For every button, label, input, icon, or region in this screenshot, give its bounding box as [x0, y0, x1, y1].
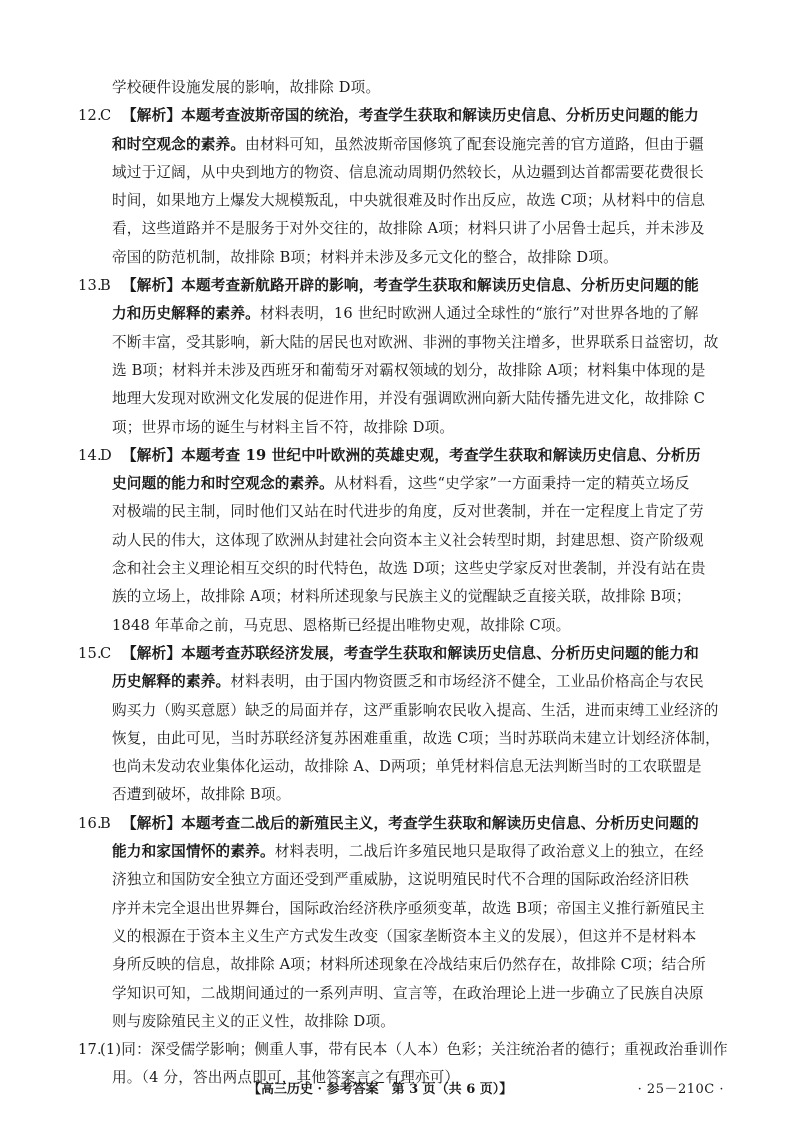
q12-line-3: 域过于辽阔，从中央到地方的物资、信息流动周期仍然较长，从边疆到达首都需要花费很长: [112, 163, 704, 181]
q16-line-8: 则与废除殖民主义的正义性，故排除 D项。: [112, 1012, 396, 1030]
q14-line-4: 动人民的伟大，这体现了欧洲从封建社会向资本主义社会转型时期，封建思想、资产阶级观: [112, 531, 704, 549]
q13-line-5: 地理大发现对欧洲文化发展的促进作用，并没有强调欧洲向新大陆传播先进文化，故排除 C: [112, 390, 706, 408]
answer-text: (1)同：深受儒学影响；侧重人事，带有民本（人本）色彩；关注统治者的德行；重视政治垂训作: [100, 1041, 728, 1059]
q16-line-2: [78, 838, 728, 866]
intro-text: 学校硬件设施发展的影响，故排除 D项。: [112, 79, 381, 96]
q15-line-2: [78, 668, 728, 696]
question-number: 16.: [78, 814, 102, 832]
answer-letter: C: [100, 644, 112, 662]
q15-line-6: 否遭到破坏，故排除 B项。: [112, 786, 291, 804]
q15-line-3: 购买力（购买意愿）缺乏的局面并存，这严重影响农民收入提高、生活，进而束缚工业经济的: [112, 701, 719, 719]
q13-line-4: 选 B项；材料并未涉及西班牙和葡萄牙对霸权领域的划分，故排除 A项；材料集中体现的是: [112, 361, 706, 379]
q16-line-6: 身所反映的信息，故排除 A项；材料所述现象在冷战结束后仍然存在，故排除 C项；结合所: [112, 956, 706, 974]
analysis-text: 由材料可知，虽然波斯帝国修筑了配套设施完善的官方道路，但由于疆: [245, 135, 704, 153]
analysis-text: 材料表明，由于国内物资匮乏和市场经济不健全，工业品价格高企与农民: [230, 673, 704, 691]
q12-line-1: [78, 102, 728, 130]
q14-line-2: [78, 470, 728, 498]
page-footer: [0, 1078, 794, 1102]
analysis-text: 材料表明，二战后许多殖民地只是取得了政治意义上的独立，在经: [274, 843, 704, 861]
analysis-text: 从材料看，这些“史学家”一方面秉持一定的精英立场反: [333, 475, 690, 493]
q13-line-3: 不断丰富，受其影响，新大陆的居民也对欧洲、非洲的事物关注增多，世界联系日益密切，故: [112, 333, 719, 351]
question-number: 15.: [78, 644, 102, 662]
q16-line-7: 学知识可知，二战期间通过的一系列声明、宣言等，在政治理论上进一步确立了民族自决原: [112, 984, 704, 1002]
question-number: 17.: [78, 1041, 102, 1059]
q16-line-3: 济独立和国防安全独立方面还受到严重威胁，这说明殖民时代不合理的国际政治经济旧秩: [112, 871, 689, 889]
q15-line-4: 恢复，由此可见，当时苏联经济复苏困难重重，故选 C项；当时苏联尚未建立计划经济体制，: [112, 729, 720, 747]
q15-line-1: [78, 640, 728, 668]
q13-line-6: 项；世界市场的诞生与材料主旨不符，故排除 D项。: [112, 418, 455, 436]
analysis-heading: 【解析】本题考查苏联经济发展，考查学生获取和解读历史信息、分析历史问题的能力和: [122, 644, 699, 662]
q14-line-3: 对极端的民主制，同时他们又站在时代进步的角度，反对世袭制，并在一定程度上肯定了劳: [112, 503, 704, 521]
analysis-heading-cont: 史问题的能力和时空观念的素养。: [112, 475, 334, 493]
q17-line-1: [78, 1036, 728, 1064]
q14-line-1: [78, 442, 728, 470]
q14-line-6: 族的立场上，故排除 A项；材料所述现象与民族主义的觉醒缺乏直接关联，故排除 B项；: [112, 588, 691, 606]
analysis-heading: 【解析】本题考查新航路开辟的影响，考查学生获取和解读历史信息、分析历史问题的能: [122, 277, 699, 295]
q16-line-4: 序并未完全退出世界舞台，国际政治经济秩序亟须变革，故选 B项；帝国主义推行新殖民主: [112, 899, 705, 917]
question-number: 13.: [78, 277, 102, 295]
analysis-heading-cont: 能力和家国情怀的素养。: [112, 843, 275, 861]
q16-line-1: [78, 810, 728, 838]
q14-line-5: 念和社会主义理论相互交织的时代特色，故选 D项；这些史学家反对世袭制，并没有站在贵: [112, 560, 706, 578]
analysis-heading: 【解析】本题考查波斯帝国的统治，考查学生获取和解读历史信息、分析历史问题的能力: [122, 107, 699, 125]
q12-line-5: 看，这些道路并不是服务于对外交往的，故排除 A项；材料只讲了小居鲁士起兵，并未涉及: [112, 220, 705, 238]
q13-line-1: [78, 272, 728, 300]
q16-line-5: 义的根源在于资本主义生产方式发生改变（国家垄断资本主义的发展），但这并不是材料本: [112, 927, 697, 945]
question-number: 14.: [78, 446, 102, 464]
analysis-heading-cont: 和时空观念的素养。: [112, 135, 246, 153]
analysis-text: 材料表明，16 世纪时欧洲人通过全球性的“旅行”对世界各地的了解: [259, 305, 699, 323]
answer-letter: B: [100, 814, 111, 832]
analysis-heading: 【解析】本题考查 19 世纪中叶欧洲的英雄史观，考查学生获取和解读历史信息、分析历: [122, 446, 701, 464]
q12-line-6: 帝国的防范机制，故排除 B项；材料并未涉及多元文化的整合，故排除 D项。: [112, 248, 618, 266]
intro-line: [78, 74, 728, 102]
q13-line-2: [78, 300, 728, 328]
analysis-heading-cont: 力和历史解释的素养。: [112, 305, 260, 323]
analysis-heading-cont: 历史解释的素养。: [112, 673, 231, 691]
footer-code: · 25－210C ·: [637, 1082, 724, 1097]
answer-letter: C: [100, 107, 112, 125]
question-number: 12.: [78, 107, 102, 125]
q17-line-2: 用。（4 分，答出两点即可，其他答案言之有理亦可）: [112, 1069, 460, 1087]
footer-page-info: 【高三历史 · 参考答案 第 3 页（共 6 页）】: [248, 1082, 513, 1097]
answer-letter: B: [100, 277, 111, 295]
q14-line-7: 1848 年革命之前，马克思、恩格斯已经提出唯物史观，故排除 C项。: [112, 616, 571, 634]
page-content: [78, 74, 728, 1093]
answer-letter: D: [100, 446, 112, 464]
q15-line-5: 也尚未发动农业集体化运动，故排除 A、D两项；单凭材料信息无法判断当时的工农联盟是: [112, 758, 702, 776]
q12-line-2: [78, 131, 728, 159]
q12-line-4: 时间，如果地方上爆发大规模叛乱，中央就很难及时作出反应，故选 C项；从材料中的信息: [112, 192, 706, 210]
analysis-heading: 【解析】本题考查二战后的新殖民主义，考查学生获取和解读历史信息、分析历史问题的: [122, 814, 699, 832]
